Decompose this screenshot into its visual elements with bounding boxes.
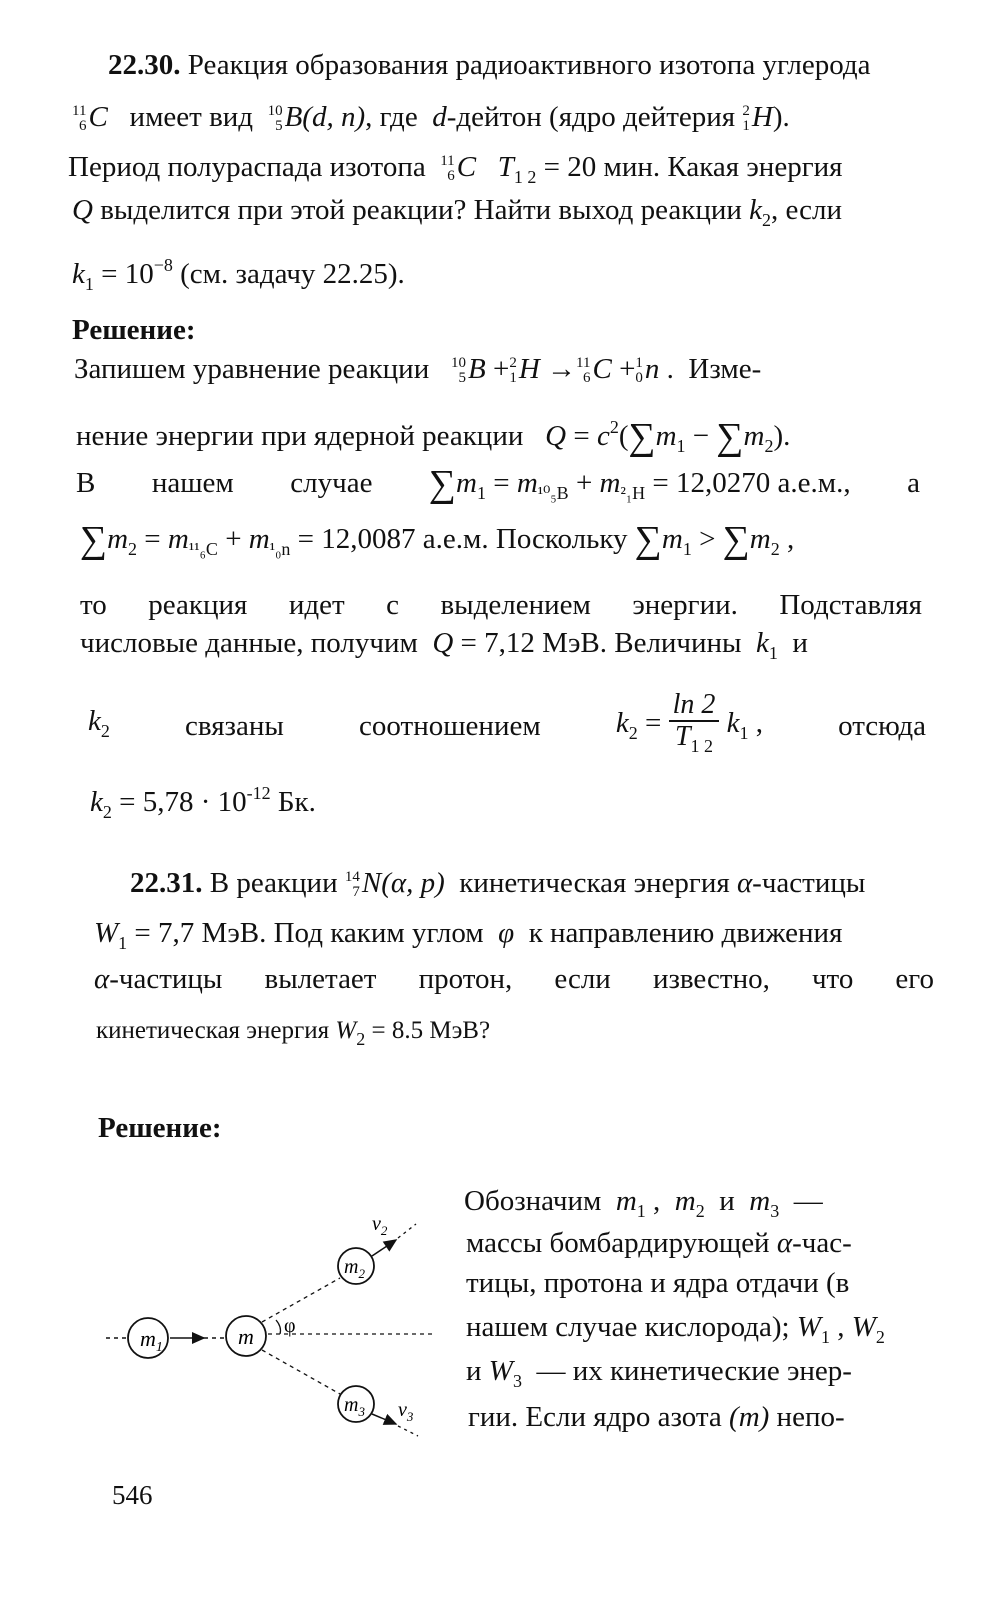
- solution-line-8: $k_2 = 5,78 \cdot 10^{-12}$ Бк.: [90, 783, 316, 822]
- label-m: m: [238, 1324, 254, 1349]
- problem-22-30-line-3: Период полураспада изотопа 11 6 C $T_{1 2} = 20$ мин. Какая энергия: [68, 151, 843, 187]
- problem-number: 22.30.: [108, 49, 181, 81]
- deuterium-nuclide: 2 1 H: [742, 101, 773, 135]
- collision-diagram: [104, 1210, 444, 1440]
- v2-arrow: [372, 1240, 396, 1256]
- solution-line-4: $\sum m_2 = m_{^{11}_6C} + m_{^1_0n} = 12,0087$ а.е.м. Поскольку $\sum m_1 > \sum m_2$ ,: [80, 519, 795, 561]
- v3-arrow: [372, 1414, 396, 1424]
- solution2-line-1: Обозначим $m_1$ , $m_2$ и $m_3$ —: [464, 1185, 823, 1221]
- problem-22-31-line-1: 22.31. В реакции 14 7 N(α, p) кинетическая энергия α-частицы: [130, 867, 866, 901]
- problem-22-31-line-3: α-частицы вылетает протон, если известно, что его: [94, 963, 934, 995]
- solution2-line-2: массы бомбардирующей α-час-: [466, 1227, 852, 1259]
- solution-line-3: В нашем случае $\sum m_1 = m_{^{10}_5B} + m_{^2_1H} = 12,0270$ а.е.м., а: [76, 463, 920, 505]
- half-life-fraction: $\frac{\ln 2}{T_{1 2}}$: [669, 690, 720, 761]
- solution-line-2: нение энергии при ядерной реакции $Q = c^2(\sum m_1 - \sum m_2)$.: [76, 416, 791, 458]
- recoil-path-line: [262, 1350, 340, 1394]
- page-number: 546: [112, 1480, 153, 1510]
- solution-line-6: числовые данные, получим Q = 7,12 МэВ. Величины $k_1$ и: [80, 627, 808, 663]
- solution-line-7: $k_2$ связаны соотношением $k_2$ = $\frac{\ln 2}{T_{1 2}}$ $k_1$ , отсюда: [88, 690, 926, 761]
- solution2-line-6: гии. Если ядро азота (m) непо-: [468, 1401, 845, 1433]
- boron-10-nuclide: 10 5 B: [267, 101, 303, 135]
- solution2-line-5: и $W_3$ — их кинетические энер-: [466, 1355, 852, 1391]
- solution2-line-4: нашем случае кислорода); $W_1$ , $W_2$: [466, 1311, 885, 1347]
- problem-22-30-line-5: $k_1 = 10^{-8}$ (см. задачу 22.25).: [72, 255, 405, 294]
- problem-22-30-line-1: 22.30. Реакция образования радиоактивного изотопа углерода: [108, 49, 871, 81]
- label-m3: $m_3$: [344, 1394, 365, 1419]
- solution-heading-2: Решение:: [98, 1112, 222, 1144]
- problem-number: 22.31.: [130, 867, 203, 899]
- label-phi: φ: [284, 1315, 296, 1337]
- label-v3: $v_3$: [398, 1399, 414, 1424]
- angle-arc: [276, 1320, 281, 1334]
- carbon-11-nuclide: 11 6 C: [72, 101, 108, 135]
- problem-22-31-line-2: $W_1 = 7,7$ МэВ. Под каким углом φ к направлению движения: [94, 917, 843, 953]
- label-m2: $m_2$: [344, 1256, 365, 1281]
- solution2-line-3: тицы, протона и ядра отдачи (в: [466, 1267, 850, 1299]
- proton-path-line: [262, 1278, 340, 1322]
- solution-line-1: Запишем уравнение реакции 10 5 B + 2 1 H → 11 6 C + 1 0 n . Изме-: [74, 353, 762, 387]
- problem-22-30-line-2: 11 6 C имеет вид 10 5 B(d, n), где d-дейтон (ядро дейтерия 2 1 H).: [72, 101, 790, 135]
- solution-line-5: то реакция идет с выделением энергии. Подставляя: [80, 589, 922, 621]
- solution-heading: Решение:: [72, 314, 196, 346]
- label-m1: $m_1$: [140, 1326, 163, 1355]
- label-v2: $v_2$: [372, 1213, 388, 1238]
- problem-22-30-line-4: Q выделится при этой реакции? Найти выход реакции $k_2$, если: [72, 194, 843, 230]
- problem-22-31-line-4: кинетическая энергия $W_2 = 8.5$ МэВ?: [96, 1017, 491, 1049]
